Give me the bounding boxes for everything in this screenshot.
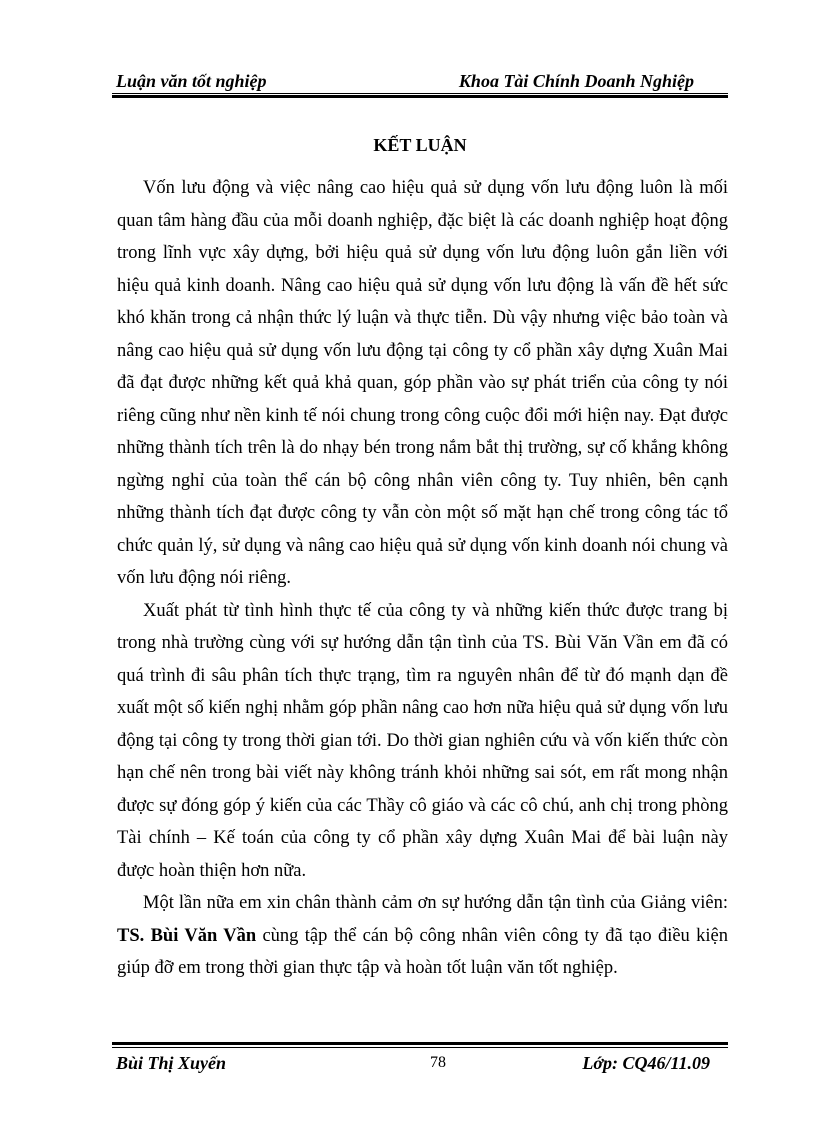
section-title: KẾT LUẬN <box>373 135 467 155</box>
page-number: 78 <box>430 1054 446 1071</box>
footer-author: Bùi Thị Xuyến <box>116 1053 227 1073</box>
header-thesis-label: Luận văn tốt nghiệp <box>116 71 267 91</box>
paragraph-2: Xuất phát từ tình hình thực tế của công ty và những kiến thức được trang bị trong nhà trường cùng với sự hướng dẫn tận tình của TS. Bùi Văn Vần em đã có quá trình đi sâu phân tích thực trạng, tìm ra nguyên nhân để từ đó mạnh dạn đề xuất một số kiến nghị nhằm góp phần nâng cao hơn nữa hiệu quả sử dụng vốn lưu động tại công ty trong thời gian tới. Do thời gian nghiên cứu và vốn kiến thức còn hạn chế nên trong bài viết này không tránh khỏi những sai sót, em rất mong nhận được sự đóng góp ý kiến của các Thầy cô giáo và các cô chú, anh chị trong phòng Tài chính – Kế toán của công ty cổ phần xây dựng Xuân Mai để bài luận này được hoàn thiện hơn nữa. <box>117 600 728 881</box>
header-rule-thick <box>112 95 728 98</box>
footer-rule-thick <box>112 1042 728 1045</box>
body-text <box>117 172 728 985</box>
closing-text-start: Một lần nữa em xin chân thành cảm ơn sự hướng dẫn tận tình của Giảng viên: <box>143 893 728 913</box>
closing-text-end: cùng tập thể cán bộ công nhân viên công ty đã tạo điều kiện giúp đỡ em trong thời gian thực tập và hoàn tốt luận văn tốt nghiệp. <box>117 925 728 978</box>
header-rule-thin <box>112 93 728 94</box>
paragraph-closing <box>117 887 728 985</box>
footer-class: Lớp: CQ46/11.09 <box>582 1053 710 1073</box>
header-faculty-label: Khoa Tài Chính Doanh Nghiệp <box>458 71 694 91</box>
footer-rule-thin <box>112 1047 728 1048</box>
paragraph-1: Vốn lưu động và việc nâng cao hiệu quả sử dụng vốn lưu động luôn là mối quan tâm hàng đầu của mỗi doanh nghiệp, đặc biệt là các doanh nghiệp hoạt động trong lĩnh vực xây dựng, bởi hiệu quả sử dụng vốn lưu động luôn gắn liền với hiệu quả kinh doanh. Nâng cao hiệu quả sử dụng vốn lưu động là vấn đề hết sức khó khăn trong cả nhận thức lý luận và thực tiễn. Dù vậy nhưng việc bảo toàn và nâng cao hiệu quả sử dụng vốn lưu động tại công ty cổ phần xây dựng Xuân Mai đã đạt được những kết quả khả quan, góp phần vào sự phát triển của công ty nói riêng cũng như nền kinh tế nói chung trong công cuộc đổi mới hiện nay. Đạt được những thành tích trên là do nhạy bén trong nắm bắt thị trường, sự cố khắng không ngừng nghỉ của toàn thể cán bộ công nhân viên công ty. Tuy nhiên, bên cạnh những thành tích đạt được công ty vẫn còn một số mặt hạn chế trong công tác tổ chức quản lý, sử dụng và nâng cao hiệu quả sử dụng vốn kinh doanh nói chung và vốn lưu động nói riêng. <box>117 178 728 588</box>
advisor-name: TS. Bùi Văn Vần <box>117 925 257 946</box>
